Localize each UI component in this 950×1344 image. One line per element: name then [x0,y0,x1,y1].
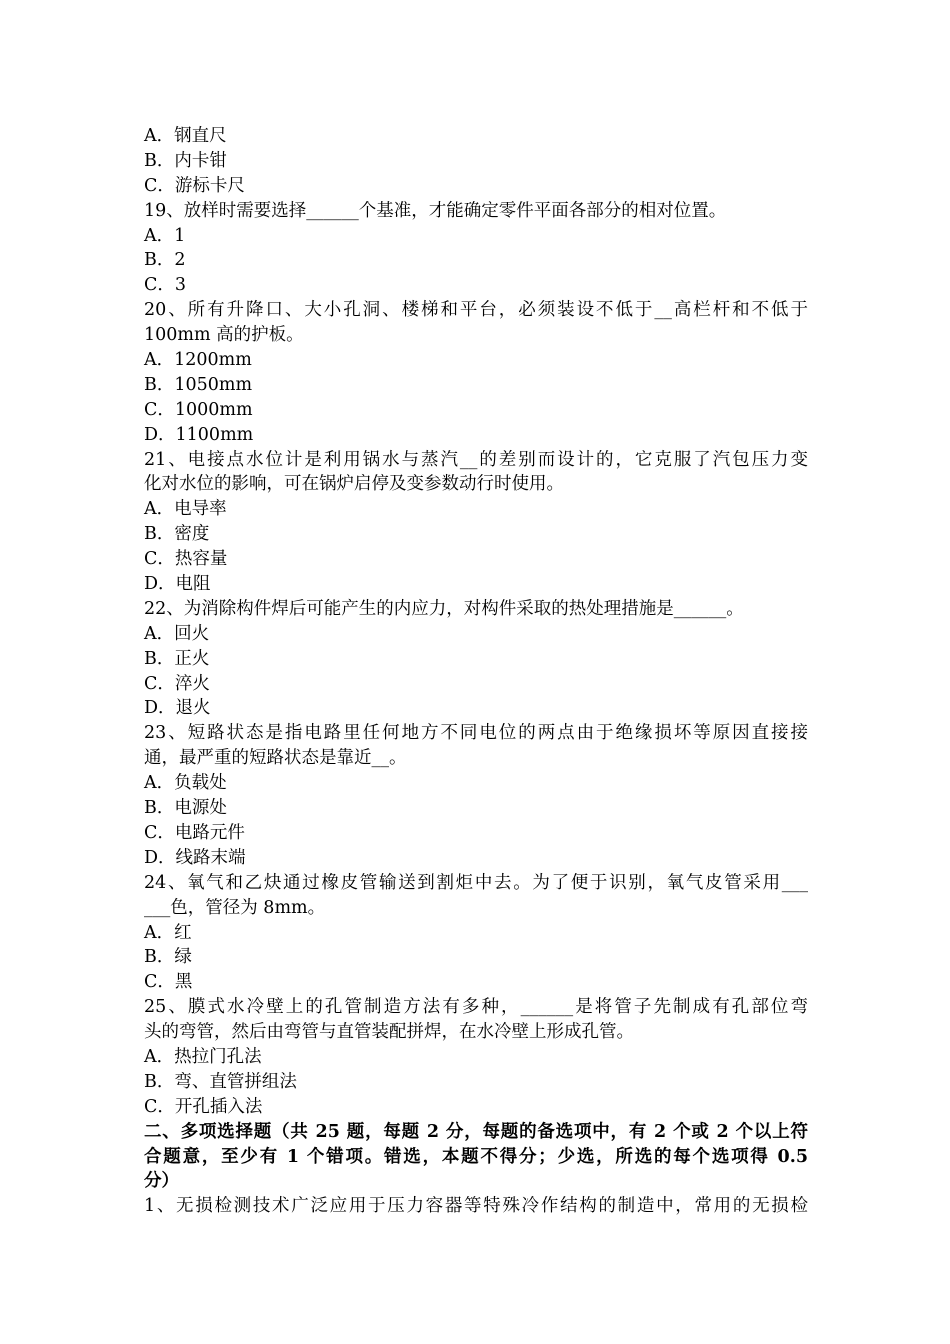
text-line: 20、所有升降口、大小孔洞、楼梯和平台，必须装设不低于__高栏杆和不低于 [144,300,808,321]
text-line: D．1100mm [144,424,254,445]
text-line: 19、放样时需要选择______个基准，才能确定零件平面各部分的相对位置。 [144,200,727,221]
text-line: 头的弯管，然后由弯管与直管装配拼焊，在水冷壁上形成孔管。 [144,1022,634,1043]
text-line: A．1 [144,225,186,246]
text-line: B．1050mm [144,374,253,395]
text-line: D．退火 [144,698,211,719]
text-line: B．2 [144,250,186,271]
text-line: 24、氧气和乙炔通过橡皮管输送到割炬中去。为了便于识别，氧气皮管采用___ [144,872,808,893]
text-line: A．负载处 [144,773,227,794]
text-line: A．热拉门孔法 [144,1046,262,1067]
text-line: C．电路元件 [144,822,245,843]
text-line: B．密度 [144,524,210,545]
text-line: A．电导率 [144,499,227,520]
text-line: D．线路末端 [144,847,246,868]
text-line: B．正火 [144,648,210,669]
text-line: B．弯、直管拼组法 [144,1071,297,1092]
text-line: C．1000mm [144,399,253,420]
text-line: 化对水位的影响，可在锅炉启停及变参数动行时使用。 [144,474,564,495]
text-line: C．游标卡尺 [144,175,245,196]
text-line: A．红 [144,922,192,943]
text-line: C．开孔插入法 [144,1096,263,1117]
text-line: 通，最严重的短路状态是靠近__。 [144,748,407,769]
section-heading-line: 分） [144,1171,179,1192]
text-line: A．钢直尺 [144,126,227,146]
section-heading-line: 合题意，至少有 1 个错项。错选，本题不得分；少选，所选的每个选项得 0.5 [144,1146,808,1167]
text-line: C．热容量 [144,549,228,570]
text-line: C．淬火 [144,673,210,694]
document-body [144,124,808,1219]
text-line: 21、电接点水位计是利用锅水与蒸汽__的差别而设计的，它克服了汽包压力变 [144,449,808,470]
text-line: 22、为消除构件焊后可能产生的内应力，对构件采取的热处理措施是______。 [144,598,744,619]
text-line: B．绿 [144,947,192,968]
text-line: A．1200mm [144,350,252,371]
text-line: C．黑 [144,972,193,993]
text-line: 1、无损检测技术广泛应用于压力容器等特殊冷作结构的制造中，常用的无损检 [144,1196,808,1217]
text-line: B．内卡钳 [144,150,227,171]
text-line: 100mm 高的护板。 [144,325,304,346]
text-line: 25、膜式水冷壁上的孔管制造方法有多种，______是将管子先制成有孔部位弯 [144,997,808,1018]
section-heading-line: 二、多项选择题（共 25 题，每题 2 分，每题的备选项中，有 2 个或 2 个以上符 [144,1121,808,1142]
text-line: B．电源处 [144,798,227,819]
text-line: ___色，管径为 8mm。 [144,897,326,918]
text-line: C．3 [144,275,187,296]
text-line: D．电阻 [144,574,211,595]
text-line: A．回火 [144,623,210,644]
text-line: 23、短路状态是指电路里任何地方不同电位的两点由于绝缘损坏等原因直接接 [144,723,808,744]
